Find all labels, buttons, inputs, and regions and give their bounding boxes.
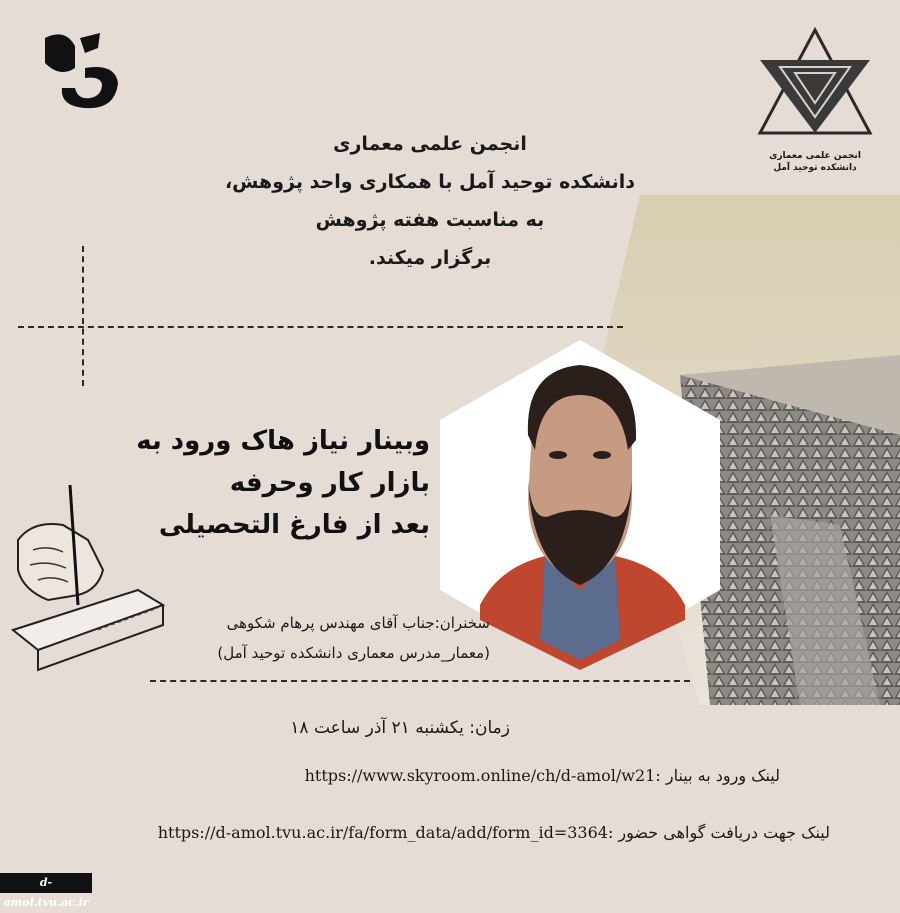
intro-line2: دانشکده توحید آمل با همکاری واحد پژوهش، bbox=[224, 171, 636, 193]
webinar-link-url[interactable]: https://www.skyroom.online/ch/d-amol/w21 bbox=[304, 766, 656, 785]
logo-caption-line1: انجمن علمی معماری bbox=[769, 151, 861, 161]
certificate-link-label: لینک جهت دریافت گواهی حضور : bbox=[607, 823, 830, 842]
triangle-association-logo-icon bbox=[755, 25, 875, 145]
speaker-info bbox=[100, 608, 490, 668]
site-footer-tag[interactable]: d-amol.tvu.ac.ir bbox=[0, 873, 92, 893]
webinar-link-label: لینک ورود به بینار : bbox=[655, 766, 780, 785]
intro-block bbox=[150, 125, 710, 277]
webinar-title-line3: بعد از فارغ التحصیلی bbox=[158, 510, 430, 540]
intro-line3: به مناسبت هفته پژوهش bbox=[315, 209, 545, 231]
university-logo-icon bbox=[40, 28, 120, 113]
webinar-link-row bbox=[60, 766, 780, 785]
event-time: زمان: یکشنبه ۲۱ آذر ساعت ۱۸ bbox=[290, 718, 510, 738]
divider-top bbox=[18, 326, 623, 328]
certificate-link-url[interactable]: https://d-amol.tvu.ac.ir/fa/form_data/add/form_id=3364 bbox=[157, 823, 608, 842]
certificate-link-row bbox=[20, 823, 830, 842]
logo-caption-line2: دانشکده توحید آمل bbox=[773, 163, 857, 173]
webinar-title-line1: وبینار نیاز هاک ورود به bbox=[136, 426, 430, 456]
divider-bottom bbox=[150, 680, 690, 682]
intro-line4: برگزار میکند. bbox=[368, 247, 492, 269]
webinar-title bbox=[40, 420, 430, 546]
speaker-role: (معمار_مدرس معماری دانشکده توحید آمل) bbox=[217, 644, 490, 662]
webinar-title-line2: بازار کار وحرفه bbox=[229, 468, 430, 498]
divider-vertical bbox=[82, 246, 84, 386]
logo-caption bbox=[755, 150, 875, 174]
speaker-name: سخنران:جناب آقای مهندس پرهام شکوهی bbox=[226, 614, 490, 632]
intro-line1: انجمن علمی معماری bbox=[333, 133, 527, 155]
